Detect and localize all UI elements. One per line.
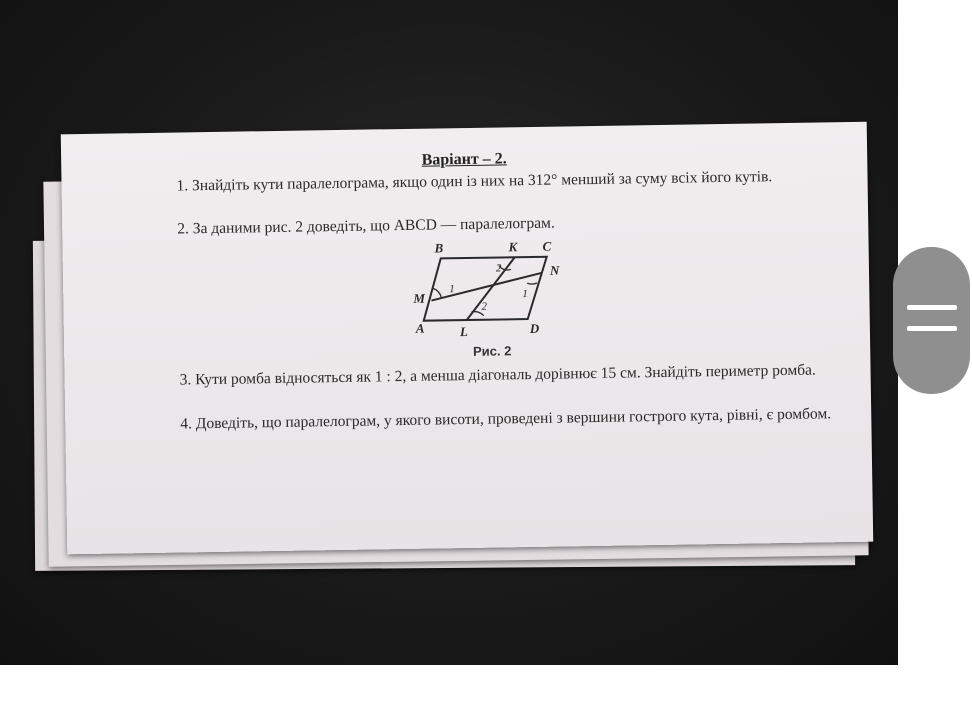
label-a: A <box>415 320 425 336</box>
label-d: D <box>529 320 540 337</box>
figure-2 <box>410 238 572 362</box>
angle-label-1: 1 <box>522 288 528 301</box>
drag-handle-icon[interactable] <box>893 247 970 394</box>
figure-caption: Рис. 2 <box>472 343 512 359</box>
angle-label-2: 2 <box>481 300 488 313</box>
parallelogram-diagram <box>410 238 572 345</box>
angle-label-1: 1 <box>449 283 455 296</box>
handle-bar <box>907 326 957 331</box>
angle-arc <box>527 283 537 284</box>
task-1: 1. Знайдіть кути паралелограма, якщо один із них на 312° менший за суму всіх його кутів. <box>176 168 773 195</box>
task-2: 2. За даними рис. 2 доведіть, що ABCD — паралелограм. <box>177 214 555 238</box>
task-4: 4. Доведіть, що паралелограм, у якого висоти, проведені з вершини гострого кута, рівні, є ромбом. <box>180 405 832 433</box>
handle-bar <box>907 305 957 310</box>
label-l: L <box>459 323 468 340</box>
variant-title: Варіант – 2. <box>421 150 507 169</box>
worksheet <box>61 122 873 555</box>
angle-arc <box>433 288 441 298</box>
line-kl <box>466 257 516 320</box>
label-k: K <box>508 239 518 255</box>
task-3: 3. Кути ромба відносяться як 1 : 2, а менша діагональ дорівнює 15 см. Знайдіть периметр ромба. <box>179 361 816 389</box>
angle-label-2: 2 <box>495 262 502 275</box>
label-b: B <box>434 240 444 256</box>
label-n: N <box>549 262 560 278</box>
label-m: M <box>413 290 426 306</box>
label-c: C <box>542 238 552 254</box>
